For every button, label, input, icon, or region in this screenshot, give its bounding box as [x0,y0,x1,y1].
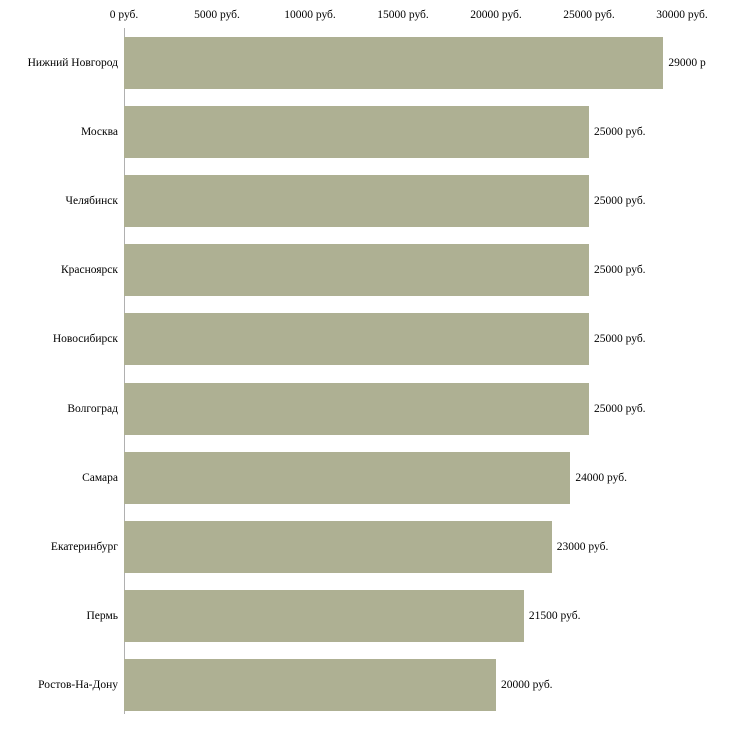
bar-value-label: 25000 руб. [594,264,646,277]
bar-value-label: 25000 руб. [594,125,646,138]
bar-value-label: 21500 руб. [528,610,581,623]
x-axis-tick-label: 5000 руб. [194,9,240,21]
bar[interactable] [124,659,496,711]
x-axis-tick-label: 15000 руб. [377,9,429,21]
bar[interactable] [124,590,524,642]
category-label: Москва [80,125,118,138]
category-label: Нижний Новгород [27,56,118,69]
bar[interactable] [124,106,589,158]
bar-row [86,582,730,651]
bar-value-label: 29000 р [668,56,706,69]
bar-row [27,28,730,97]
bar[interactable] [124,244,589,296]
bar-row [38,651,730,720]
category-label: Челябинск [65,194,118,207]
plot-area [27,28,730,720]
bar-row [52,305,730,374]
category-label: Екатеринбург [50,540,118,553]
bar-value-label: 25000 руб. [594,402,646,415]
bar-value-label: 25000 руб. [594,333,646,346]
x-axis-tick-label: 30000 руб. [656,9,708,21]
x-axis-tick-label: 25000 руб. [563,9,615,21]
bar-row [67,374,730,443]
bar-value-label: 25000 руб. [594,194,646,207]
bar-row [65,166,730,235]
bar[interactable] [124,175,589,227]
bar[interactable] [124,521,552,573]
bar[interactable] [124,37,663,89]
x-axis-tick-label: 20000 руб. [470,9,522,21]
bar-value-label: 23000 руб. [556,540,609,553]
x-axis-tick-label: 10000 руб. [284,9,336,21]
category-label: Красноярск [60,264,118,277]
x-axis [0,0,730,28]
bar-value-label: 24000 руб. [575,471,627,484]
x-axis-tick-label: 0 руб. [109,9,139,21]
category-label: Пермь [86,610,118,623]
bar-row [82,443,730,512]
bar[interactable] [124,313,589,365]
bar-row [50,512,730,581]
category-label: Новосибирск [52,333,118,346]
bar[interactable] [124,452,570,504]
category-label: Волгоград [67,402,118,415]
bar[interactable] [124,383,589,435]
category-label: Самара [82,471,118,484]
category-label: Ростов-На-Дону [38,679,118,692]
bar-row [80,97,730,166]
bar-row [60,236,730,305]
bar-value-label: 20000 руб. [501,679,553,692]
